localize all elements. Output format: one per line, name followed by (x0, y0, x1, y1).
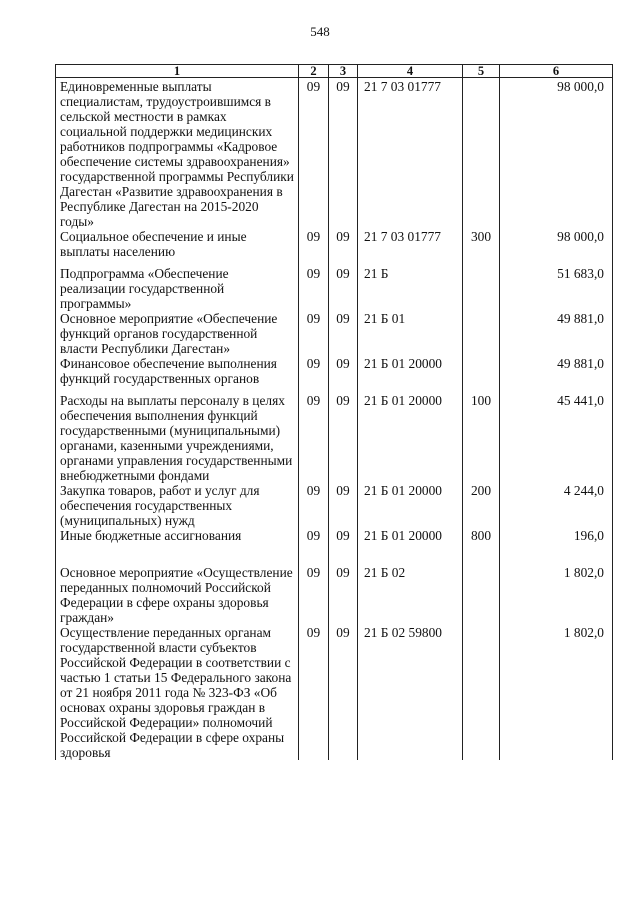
row-subsection: 09 (329, 625, 358, 760)
row-name: Финансовое обеспечение выполнения функций государственных органов (56, 356, 299, 393)
row-expense-type (463, 565, 500, 625)
row-name: Закупка товаров, работ и услуг для обеспечения государственных (муниципальных) нужд (56, 483, 299, 528)
table-row (56, 78, 613, 230)
row-amount: 196,0 (500, 528, 613, 565)
row-expense-type (463, 78, 500, 230)
row-subsection: 09 (329, 229, 358, 266)
row-subsection: 09 (329, 528, 358, 565)
row-subsection: 09 (329, 483, 358, 528)
row-section: 09 (299, 356, 329, 393)
row-amount: 4 244,0 (500, 483, 613, 528)
row-expense-type: 100 (463, 393, 500, 483)
row-name: Осуществление переданных органам государственной власти субъектов Российской Федерации в соответствии с частью 1 статьи 15 Федерального закона от 21 ноября 2011 года № 323-ФЗ «Об основах охраны здоровья граждан в Российской Федерации» полномочий Российской Федерации в сфере охраны здоровья (56, 625, 299, 760)
row-name: Основное мероприятие «Обеспечение функций органов государственной власти Республики Дагестан» (56, 311, 299, 356)
row-expense-type (463, 311, 500, 356)
row-subsection: 09 (329, 311, 358, 356)
table-row (56, 483, 613, 528)
row-amount: 49 881,0 (500, 356, 613, 393)
row-expense-type (463, 266, 500, 311)
row-section: 09 (299, 393, 329, 483)
row-name: Подпрограмма «Обеспечение реализации государственной программы» (56, 266, 299, 311)
row-section: 09 (299, 311, 329, 356)
row-expense-type: 300 (463, 229, 500, 266)
row-amount: 1 802,0 (500, 625, 613, 760)
table-row (56, 565, 613, 625)
table-row (56, 266, 613, 311)
row-amount: 1 802,0 (500, 565, 613, 625)
row-amount: 51 683,0 (500, 266, 613, 311)
budget-table (55, 64, 613, 760)
page-number: 548 (310, 24, 330, 39)
table-row (56, 229, 613, 266)
row-target-article: 21 Б 01 20000 (358, 393, 463, 483)
row-expense-type: 200 (463, 483, 500, 528)
row-subsection: 09 (329, 356, 358, 393)
row-target-article: 21 Б (358, 266, 463, 311)
row-section: 09 (299, 528, 329, 565)
table-row (56, 356, 613, 393)
row-name: Социальное обеспечение и иные выплаты населению (56, 229, 299, 266)
column-header-4: 4 (358, 65, 463, 78)
column-header-1: 1 (56, 65, 299, 78)
row-section: 09 (299, 625, 329, 760)
row-amount: 49 881,0 (500, 311, 613, 356)
column-header-5: 5 (463, 65, 500, 78)
table-row (56, 311, 613, 356)
column-header-2: 2 (299, 65, 329, 78)
row-name: Расходы на выплаты персоналу в целях обеспечения выполнения функций государственными (муниципальными) органами, казенными учреждениями, органами управления государственными внебюджетными фондами (56, 393, 299, 483)
row-subsection: 09 (329, 78, 358, 230)
header-row (56, 65, 613, 78)
row-subsection: 09 (329, 565, 358, 625)
column-header-6: 6 (500, 65, 613, 78)
row-section: 09 (299, 483, 329, 528)
row-target-article: 21 Б 02 59800 (358, 625, 463, 760)
row-target-article: 21 Б 01 20000 (358, 528, 463, 565)
row-subsection: 09 (329, 393, 358, 483)
row-section: 09 (299, 78, 329, 230)
table-row (56, 393, 613, 483)
row-target-article: 21 Б 01 (358, 311, 463, 356)
row-target-article: 21 Б 01 20000 (358, 483, 463, 528)
row-name: Иные бюджетные ассигнования (56, 528, 299, 565)
column-header-3: 3 (329, 65, 358, 78)
row-amount: 98 000,0 (500, 229, 613, 266)
row-target-article: 21 Б 01 20000 (358, 356, 463, 393)
row-amount: 98 000,0 (500, 78, 613, 230)
table-row (56, 528, 613, 565)
row-section: 09 (299, 565, 329, 625)
row-section: 09 (299, 229, 329, 266)
table-row (56, 625, 613, 760)
row-section: 09 (299, 266, 329, 311)
row-name: Единовременные выплаты специалистам, трудоустроившимся в сельской местности в рамках социальной поддержки медицинских работников подпрограммы «Кадровое обеспечение системы здравоохранения» государственной программы Республики Дагестан «Развитие здравоохранения в Республике Дагестан на 2015-2020 годы» (56, 78, 299, 230)
row-expense-type (463, 625, 500, 760)
row-amount: 45 441,0 (500, 393, 613, 483)
row-subsection: 09 (329, 266, 358, 311)
row-target-article: 21 7 03 01777 (358, 78, 463, 230)
row-expense-type (463, 356, 500, 393)
row-expense-type: 800 (463, 528, 500, 565)
row-name: Основное мероприятие «Осуществление переданных полномочий Российской Федерации в сфере охраны здоровья граждан» (56, 565, 299, 625)
row-target-article: 21 Б 02 (358, 565, 463, 625)
row-target-article: 21 7 03 01777 (358, 229, 463, 266)
